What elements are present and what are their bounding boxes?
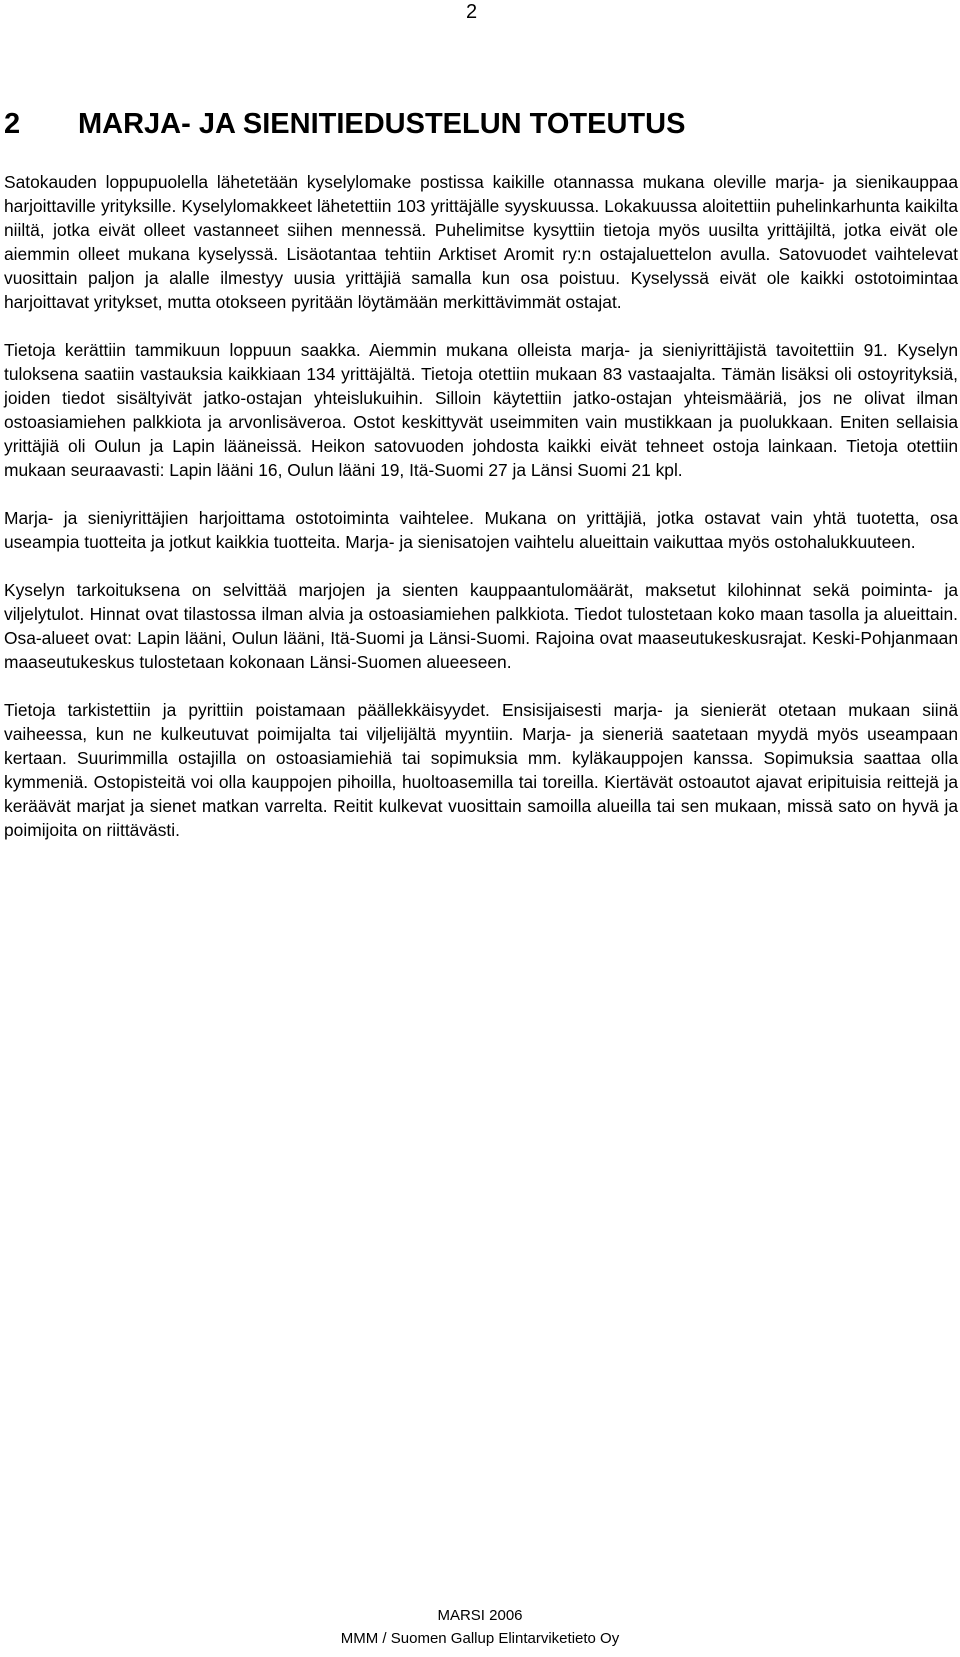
- paragraph-data-verification: Tietoja tarkistettiin ja pyrittiin poistamaan päällekkäisyydet. Ensisijaisesti marja- ja sienierät otetaan mukaan siinä vaiheessa, kun ne kulkeutuvat poimijalta tai viljelijältä myyntiin. Marja- ja sieneriä saatetaan myydä myös useampaan kertaan. Suurimmilla ostajilla on ostoasiamiehiä tai sopimuksia mm. kyläkauppojen kanssa. Sopimuksia saattaa olla kymmeniä. Ostopisteitä voi olla kauppojen pihoilla, huoltoasemilla tai toreilla. Kiertävät ostoautot ajavat eripituisia reittejä ja keräävät marjat ja sienet matkan varrelta. Reitit kulkevat vuosittain samoilla alueilla tai sen mukaan, missä sato on hyvä ja poimijoita on riittävästi.: [4, 700, 958, 840]
- paragraph-purchasing-activity: Marja- ja sieniyrittäjien harjoittama ostotoiminta vaihtelee. Mukana on yrittäjiä, jotka ostavat vain yhtä tuotetta, osa useampia tuotteita ja jotkut kaikkia tuotteita. Marja- ja sienisatojen vaihtelu alueittain vaikuttaa myös ostohalukkuuteen.: [4, 508, 958, 552]
- paragraph-data-collection: Tietoja kerättiin tammikuun loppuun saakka. Aiemmin mukana olleista marja- ja sieniyrittäjistä tavoitettiin 91. Kyselyn tuloksena saatiin vastauksia kaikkiaan 134 yrittäjältä. Tietoja otettiin mukaan 83 vastaajalta. Tämän lisäksi oli ostoyrityksiä, joiden tiedot sisältyivät jatko-ostajan yhteislukuihin. Silloin käytettiin jatko-ostajan yhteismääriä, jos ne olivat ilman ostoasiamiehen palkkiota ja arvonlisäveroa. Ostot keskittyvät useimmiten vain mustikkaan ja puolukkaan. Eniten sellaisia yrittäjiä oli Oulun ja Lapin lääneissä. Heikon satovuoden johdosta kaikki eivät tehneet ostoja lainkaan. Tietoja otettiin mukaan seuraavasti: Lapin lääni 16, Oulun lääni 19, Itä-Suomi 27 ja Länsi Suomi 21 kpl.: [4, 340, 958, 480]
- section-number: 2: [4, 108, 21, 140]
- paragraph-survey-purpose: Kyselyn tarkoituksena on selvittää marjojen ja sienten kauppaantulomäärät, maksetut kilohinnat sekä poiminta- ja viljelytulot. Hinnat ovat tilastossa ilman alvia ja ostoasiamiehen palkkiota. Tiedot tulostetaan koko maan tasolla ja alueittain. Osa-alueet ovat: Lapin lääni, Oulun lääni, Itä-Suomi ja Länsi-Suomi. Rajoina ovat maaseutukeskusrajat. Keski-Pohjanmaan maaseutukeskus tulostetaan kokonaan Länsi-Suomen alueeseen.: [4, 580, 958, 672]
- section-heading: [4, 106, 958, 142]
- paragraph-survey-procedure: Satokauden loppupuolella lähetetään kyselylomake postissa kaikille otannassa mukana oleville marja- ja sienikauppaa harjoittaville yrityksille. Kyselylomakkeet lähetettiin 103 yrittäjälle syyskuussa. Lokakuussa aloitettiin puhelinkarhunta kaikilta niiltä, jotka eivät olleet vastanneet siihen mennessä. Puhelimitse kysyttiin tietoja myös uusilta yrittäjiltä, jotka eivät ole aiemmin olleet mukana kyselyssä. Lisäotantaa tehtiin Arktiset Aromit ry:n ostajaluettelon avulla. Satovuodet vaihtelevat vuosittain paljon ja alalle ilmestyy uusia yrittäjiä samalla kun osa poistuu. Kyselyssä eivät ole kaikki ostotoimintaa harjoittavat yritykset, mutta otokseen pyritään löytämään merkittävimmät ostajat.: [4, 172, 958, 312]
- page-number: 2: [466, 1, 478, 23]
- footer-publisher: MMM / Suomen Gallup Elintarviketieto Oy: [340, 1630, 620, 1647]
- section-title: MARJA- JA SIENITIEDUSTELUN TOTEUTUS: [78, 108, 686, 140]
- footer-title: MARSI 2006: [437, 1607, 523, 1624]
- document-body: [4, 106, 958, 866]
